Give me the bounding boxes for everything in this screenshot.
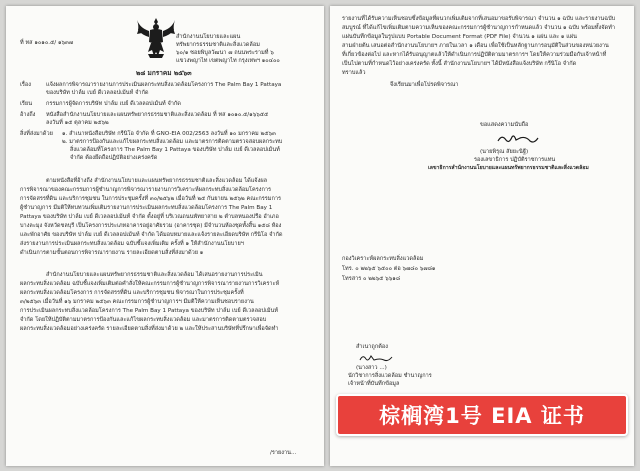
sender-address-line: ๖๐/๑ ซอยพิบูลวัฒนา ๗ ถนนพระรามที่ ๖ xyxy=(176,50,274,56)
sender-address-line: สำนักงานนโยบายและแผน xyxy=(176,34,241,40)
fax-number: โทรสาร ๐ ๒๒๖๕ ๖๖๑๘ xyxy=(342,276,401,282)
body-paragraph-line: ผู้ชำนาญการ มีมติให้ทบทวนเพิ่มเติมรายงานการประเมินผลกระทบสิ่งแวดล้อมโครงการ The Palm Bay 1 xyxy=(20,205,273,211)
page-continuation: /รายงาน... xyxy=(270,450,297,456)
body-paragraph-line: การพิจารณาของคณะกรรมการผู้ชำนาญการพิจารณารายงานการวิเคราะห์ผลกระทบสิ่งแวดล้อมโครงการ xyxy=(20,187,271,193)
body-paragraph-line: เป็นไปตามที่กำหนดไว้อย่างเคร่งครัด ทั้งนี้ สำนักงานนโยบายฯ ได้มีหนังสือแจ้งบริษัท กรีนิโอ จำกัด xyxy=(342,61,577,67)
enclosure-item: ๒. มาตรการป้องกันและแก้ไขผลกระทบสิ่งแวดล้อม และมาตรการติดตามตรวจสอบผลกระทบ xyxy=(62,139,283,145)
enclosure-item: ๑. สำเนาหนังสือบริษัท กรีนิโอ จำกัด ที่ GNO-EIA 002/2563 ลงวันที่ ๑๐ มกราคม ๒๕๖๓ xyxy=(62,131,276,137)
letter-date: ๒๘ มกราคม ๒๕๖๓ xyxy=(136,69,192,77)
signature-icon xyxy=(496,132,540,146)
body-paragraph-line: สามฝ่ายต้น เสนอต่อสำนักงานนโยบายฯ ภายในเวลา ๑ เดือน เพื่อใช้เป็นหลักฐานการอนุมัติในส่วนของหน่วยงาน xyxy=(342,43,609,49)
body-paragraph-line: การประเมินผลกระทบสิ่งแวดล้อมโครงการ The Palm Bay 1 Pattaya ของบริษัท ปาล์ม เบย์ ดีเวลลอปเม้นท์ xyxy=(20,308,279,314)
body-paragraph-line: จำกัด โดยให้ปฏิบัติตามมาตรการป้องกันและแก้ไขผลกระทบสิ่งแวดล้อม และมาตรการติดตามตรวจสอบ xyxy=(20,317,267,323)
certificate-banner xyxy=(336,394,628,436)
copy-signer-name: (นางสาว ...) xyxy=(356,365,387,371)
body-paragraph-line: ตามหนังสือที่อ้างถึง สำนักงานนโยบายและแผนทรัพยากรธรรมชาติและสิ่งแวดล้อม ได้แจ้งผล xyxy=(46,178,268,184)
sender-address-line: ทรัพยากรธรรมชาติและสิ่งแวดล้อม xyxy=(176,42,260,48)
enclosure-item: จำกัด ต้องยึดถือปฏิบัติอย่างเคร่งครัด xyxy=(70,155,158,161)
closing-line: จึงเรียนมาเพื่อโปรดพิจารณา xyxy=(390,82,459,88)
body-paragraph-line: และพักอาศัย ของบริษัท ปาล์ม เบย์ ดีเวลลอปเม้นท์ จำกัด ได้มอบหมายและแจ้งรายละเอียดบริษัท กรีนิโอ จำกัด xyxy=(20,232,283,238)
regards-text: ขอแสดงความนับถือ xyxy=(480,122,529,128)
document-page-left xyxy=(6,6,324,466)
body-paragraph-line: ส่งรายงานการประเมินผลกระทบสิ่งแวดล้อม ฉบับชี้แจงเพิ่มเติม ครั้งที่ ๑ ให้สำนักงานนโยบายฯ xyxy=(20,241,244,247)
body-paragraph-line: ที่เกี่ยวข้องต่อไป และหากได้รับอนุญาตแล้วให้ดำเนินการปฏิบัติตามมาตรการฯ โดยให้ความร่วมมือกับเจ้าหน้าที่ xyxy=(342,52,607,58)
body-paragraph-line: ดำเนินการตามขั้นตอนการพิจารณารายงาน รายละเอียดตามสิ่งที่ส่งมาด้วย ๑ xyxy=(20,250,204,256)
sender-address-line: แขวงพญาไท เขตพญาไท กรุงเทพฯ ๑๐๔๐๐ xyxy=(176,58,280,64)
subject-text: ของบริษัท ปาล์ม เบย์ ดีเวลลอปเม้นท์ จำกัด xyxy=(46,90,149,96)
body-paragraph-line: ผลกระทบสิ่งแวดล้อม ฉบับชี้แจงเพิ่มเติมต่อคำสั่งให้คณะกรรมการผู้ชำนาญการพิจารณารายงานการวิเคราะห์ xyxy=(20,281,280,287)
signer-name: (นายพิรุณ สัยยะนิฐี) xyxy=(480,149,529,155)
copy-signer-title: นักวิชาการสิ่งแวดล้อม ชำนาญการ xyxy=(348,373,432,379)
copy-signer-title: เจ้าหน้าที่บันทึกข้อมูล xyxy=(348,381,400,387)
body-paragraph-line: การจัดสรรที่ดิน และบริการชุมชน ในการประชุมครั้งที่ ๓๐/๒๕๖๒ เมื่อวันที่ ๒๕ กันยายน ๒๕๖๒ คณะกรรมการ xyxy=(20,196,282,202)
certified-copy-label: สำเนาถูกต้อง xyxy=(356,344,388,350)
body-paragraph-line: แผ่นบันทึกข้อมูลในรูปแบบ Portable Document Format (PDF File) จำนวน ๑ แผ่น และ ๑ แผ่น xyxy=(342,34,577,40)
body-paragraph-line: ผลกระทบสิ่งแวดล้อมโครงการ การจัดสรรที่ดิน และบริการชุมชน พิจารณาในการประชุมครั้งที่ xyxy=(20,290,244,296)
subject-text: แจ้งผลการพิจารณารายงานการประเมินผลกระทบสิ่งแวดล้อมโครงการ The Palm Bay 1 Pattaya xyxy=(46,82,282,88)
banner-text: 棕榈湾1号 EIA 证书 xyxy=(379,404,585,428)
body-paragraph-line: ผลกระทบสิ่งแวดล้อมอย่างเคร่งครัด รายละเอียดตามสิ่งที่ส่งมาด้วย ๒ และให้ประสานบริษัทที่ปรึกษาเพื่อจัดทำ xyxy=(20,326,279,332)
body-paragraph-line: สมบูรณ์ ที่ได้แก้ไขเพิ่มเติมตามความเห็นของคณะกรรมการผู้ชำนาญการกำหนดแล้ว จำนวน ๑ ฉบับ พร้อมทั้งจัดทำ xyxy=(342,25,615,31)
phone-number: โทร. ๐ ๒๒๖๕ ๖๕๐๐ ต่อ ๖๗๘๐ ๖๗๘๑ xyxy=(342,266,436,272)
copy-signature-icon xyxy=(358,352,394,364)
body-paragraph-line: สำนักงานนโยบายและแผนทรัพยากรธรรมชาติและสิ่งแวดล้อม ได้เสนอรายงานการประเมิน xyxy=(46,272,263,278)
subject-label: เรื่อง xyxy=(20,82,32,88)
reference-number: ที่ ทส ๑๐๑๐.๕/ ๑๖๓๗ xyxy=(20,40,74,46)
body-paragraph-line: รายงานที่ได้รับความเห็นชอบซึ่งข้อมูลที่ผนวกเพิ่มเติมจากที่เสนอมาขอรับพิจารณา จำนวน ๑ ฉบับ และรายงานฉบับ xyxy=(342,16,616,22)
division-name: กองวิเคราะห์ผลกระทบสิ่งแวดล้อม xyxy=(342,256,424,262)
enclosure-item: สิ่งแวดล้อมที่โครงการ The Palm Bay 1 Pattaya ของบริษัท ปาล์ม เบย์ ดีเวลลอปเม้นท์ xyxy=(70,147,280,153)
enclosure-label: สิ่งที่ส่งมาด้วย xyxy=(20,131,53,137)
body-paragraph-line: ทราบแล้ว xyxy=(342,70,366,76)
body-paragraph-line: Pattaya ของบริษัท ปาล์ม เบย์ ดีเวลลอปเม้นท์ จำกัด ตั้งอยู่ที่ บริเวณถนนพัทยาสาย ๒ ตำบลหนองปรือ อำเภอ xyxy=(20,214,279,220)
body-paragraph-line: บางละมุง จังหวัดชลบุรี เป็นโครงการประเภทอาคารอยู่อาศัยรวม (อาคารชุด) มีจำนวนห้องชุดทั้งสิ้น ๑๕๘ ห้อง xyxy=(20,223,282,229)
reference-text: ลงวันที่ ๑๕ ตุลาคม ๒๕๖๒ xyxy=(46,120,109,126)
signer-title: เลขาธิการสำนักงานนโยบายและแผนทรัพยากรธรรมชาติและสิ่งแวดล้อม xyxy=(428,165,589,171)
reference-text: หนังสือสำนักงานนโยบายและแผนทรัพยากรธรรมชาติและสิ่งแวดล้อม ที่ ทส ๑๐๑๐.๕/๑๖๖๕๕ xyxy=(46,112,269,118)
addressee-label: เรียน xyxy=(20,101,33,107)
reference-label: อ้างถึง xyxy=(20,112,36,118)
garuda-emblem-icon xyxy=(136,16,176,60)
signer-title: รองเลขาธิการ ปฏิบัติราชการแทน xyxy=(474,157,556,163)
addressee-text: กรรมการผู้จัดการบริษัท ปาล์ม เบย์ ดีเวลลอปเม้นท์ จำกัด xyxy=(46,101,181,107)
body-paragraph-line: ๓/๒๕๖๓ เมื่อวันที่ ๑๖ มกราคม ๒๕๖๓ คณะกรรมการผู้ชำนาญการฯ มีมติให้ความเห็นชอบรายงาน xyxy=(20,299,254,305)
